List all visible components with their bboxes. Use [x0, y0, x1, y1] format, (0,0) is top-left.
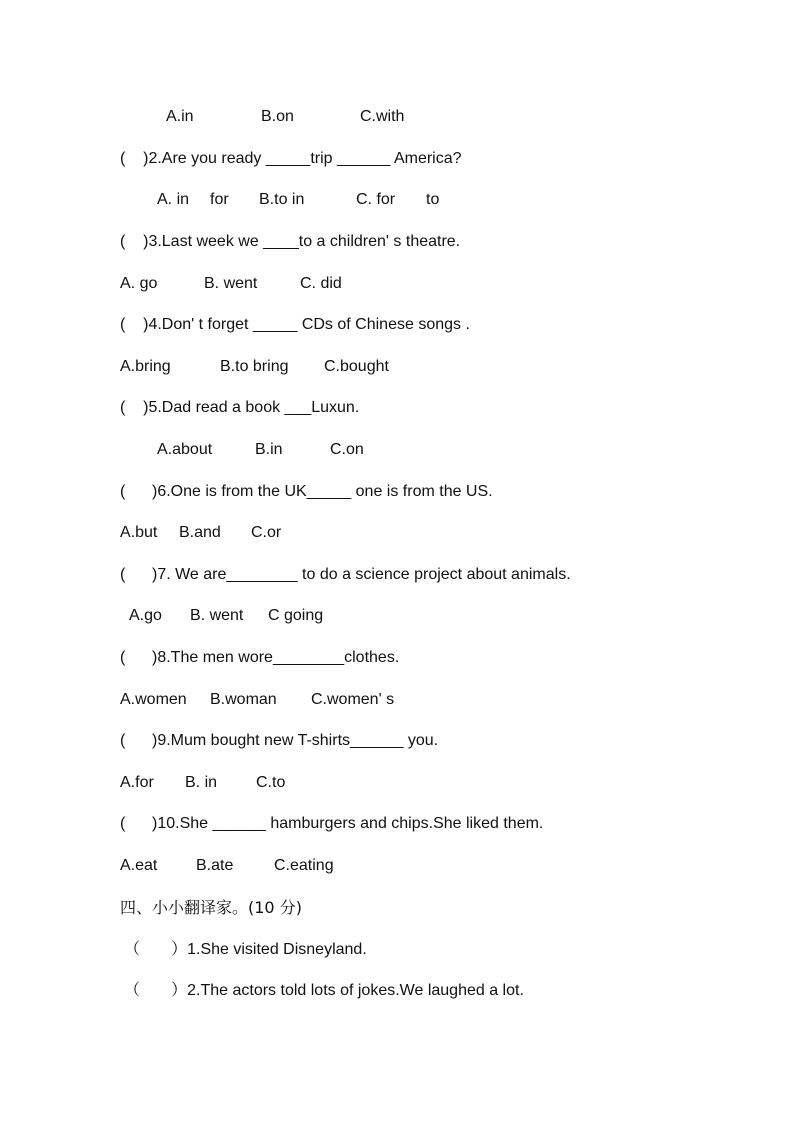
section-4-heading: 四、小小翻译家。(10 分)	[120, 898, 302, 917]
q10-option-a: A.eat	[120, 857, 158, 874]
q9-option-b: B. in	[185, 774, 218, 791]
q10-option-b: B.ate	[196, 857, 234, 874]
q9-option-c: C.to	[256, 774, 286, 791]
q8-option-c: C.women' s	[311, 691, 395, 708]
q10-option-c: C.eating	[274, 857, 334, 874]
q2-option-c: C. for	[356, 191, 396, 208]
q3-option-b: B. went	[204, 275, 258, 292]
translate-item-2: （ ）2.The actors told lots of jokes.We laughed a lot.	[124, 982, 524, 999]
q4-option-a: A.bring	[120, 358, 171, 375]
question-9-stem: ( )9.Mum bought new T-shirts______ you.	[120, 732, 439, 749]
q4-option-b: B.to bring	[220, 358, 289, 375]
q3-option-c: C. did	[300, 275, 342, 292]
q5-option-b: B.in	[255, 441, 283, 458]
question-6-stem: ( )6.One is from the UK_____ one is from the US.	[120, 483, 493, 500]
q6-option-b: B.and	[179, 524, 221, 541]
question-5-stem: ( )5.Dad read a book ___Luxun.	[120, 399, 360, 416]
question-7-stem: ( )7. We are________ to do a science project about animals.	[120, 566, 571, 583]
q2-option-a: A. in	[157, 191, 190, 208]
q1-option-c: C.with	[360, 108, 405, 125]
question-4-stem: ( )4.Don' t forget _____ CDs of Chinese songs .	[120, 316, 470, 333]
q4-option-c: C.bought	[324, 358, 389, 375]
q8-option-a: A.women	[120, 691, 187, 708]
q2-option-c-part2: to	[426, 191, 440, 208]
q8-option-b: B.woman	[210, 691, 277, 708]
q6-option-a: A.but	[120, 524, 158, 541]
q9-option-a: A.for	[120, 774, 154, 791]
q7-option-c: C going	[268, 607, 324, 624]
q5-option-c: C.on	[330, 441, 364, 458]
q1-option-a: A.in	[166, 108, 194, 125]
q5-option-a: A.about	[157, 441, 213, 458]
q2-option-a-part2: for	[210, 191, 229, 208]
q3-option-a: A. go	[120, 275, 158, 292]
q6-option-c: C.or	[251, 524, 282, 541]
q7-option-b: B. went	[190, 607, 244, 624]
question-10-stem: ( )10.She ______ hamburgers and chips.She liked them.	[120, 815, 544, 832]
question-3-stem: ( )3.Last week we ____to a children' s theatre.	[120, 233, 461, 250]
question-2-stem: ( )2.Are you ready _____trip ______ America?	[120, 150, 462, 167]
translate-item-1: （ ）1.She visited Disneyland.	[124, 941, 367, 958]
q1-option-b: B.on	[261, 108, 294, 125]
q2-option-b: B.to in	[259, 191, 305, 208]
q7-option-a: A.go	[129, 607, 162, 624]
question-8-stem: ( )8.The men wore________clothes.	[120, 649, 400, 666]
